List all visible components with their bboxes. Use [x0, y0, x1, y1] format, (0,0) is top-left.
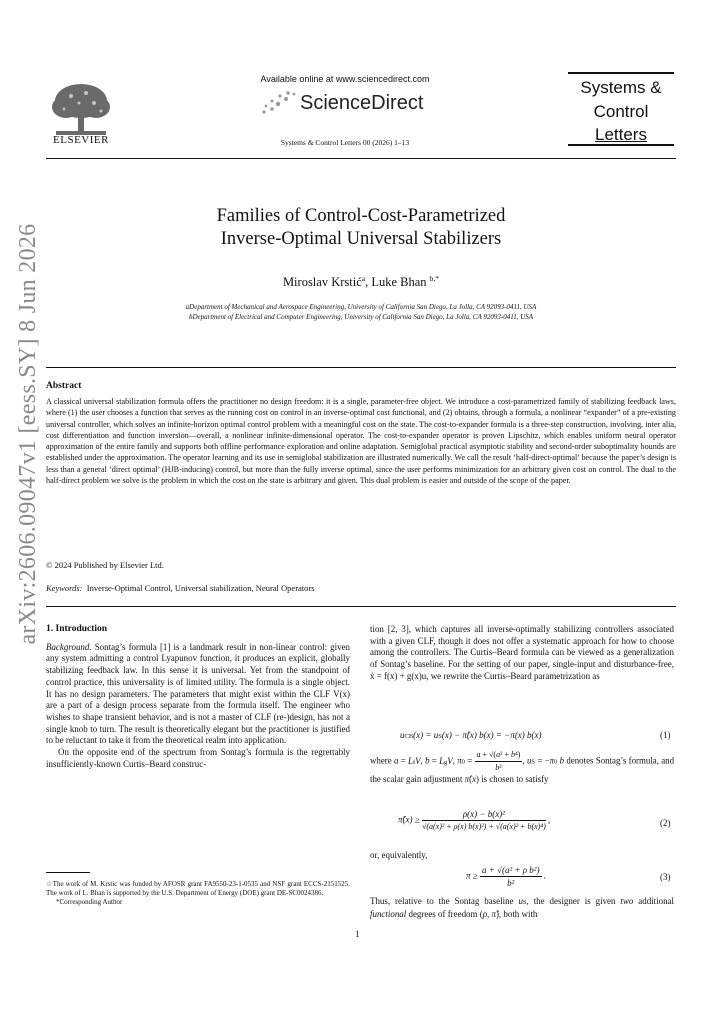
affiliations	[46, 303, 676, 322]
equation-2: π̂(x) ≥ $\frac{\text{ρ(x) − b(x)²}}{\text{√(a(x)² + ρ(x) b(x)²) + √(a(x)² + b(x)⁴)}}$ ,	[398, 809, 551, 831]
footnote-funding: ☆The work of M. Krstic was funded by AFOSR grant FA9550-23-1-0535 and NSF grant ECCS-2151525. The work of L. Bhan is supported by the U.S. Department of Energy (DOE) grant DE-SC0024386.	[46, 880, 350, 898]
author-bhan: Luke Bhan	[371, 275, 427, 290]
author-bhan-affil-mark: b,*	[429, 274, 440, 283]
available-online-text: Available online at www.sciencedirect.com	[260, 74, 430, 84]
keywords-list: Inverse-Optimal Control, Universal stabilization, Neural Operators	[86, 583, 315, 593]
journal-title-line3: Letters	[595, 125, 647, 144]
copyright-notice: © 2024 Published by Elsevier Ltd.	[46, 560, 164, 570]
right-column-para4: Thus, relative to the Sontag baseline uS, the designer is given two additional functional degrees of freedom (ρ, π̂), both with	[370, 896, 674, 919]
footnotes	[46, 880, 350, 908]
intro-paragraph-1: Sontag’s formula [1] is a landmark result in non-linear control: given any system admitting a control Lyapunov function, it produces an explicit, globally stabilizing feedback law. In this sense it is universal. Yet from the standpoint of control practice, this universality is of limited utility. The formula is a single object. It has no design parameters. The parameters that might exist within the CLF V(x) are a part of a design process separate from the formula itself. The engineer who wishes to shape transient behavior, and is not a master of CLF (re-)design, has not a single knob to turn. The result is theoretically elegant but the practitioner is justified to be reluctant to take it from the theoretical realm into application.	[46, 641, 350, 746]
right-column-para1: tion [2, 3], which captures all inverse-optimally stabilizing controllers associated with a given CLF, though it does not offer a systematic approach for how to choose among the controllers. The Curtis–Beard formula can be viewed as a generalization of Sontag’s baseline. For the setting of our paper, single-input and disturbance-free, ẋ = f(x) + g(x)u, we rewrite the Curtis–Beard parametrization as	[370, 624, 674, 681]
abstract-bottom-rule	[46, 606, 676, 607]
affiliation-b: bDepartment of Electrical and Computer Engineering, University of California San Diego, La Jolla, CA 92093-0411, USA	[188, 312, 534, 321]
abstract-heading: Abstract	[46, 381, 82, 391]
keywords-line	[46, 583, 315, 593]
paper-title-line2: Inverse-Optimal Universal Stabilizers	[220, 229, 502, 249]
journal-title-line1: Systems &	[580, 78, 662, 97]
arxiv-identifier-stamp: arXiv:2606.09047v1 [eess.SY] 8 Jun 2026	[15, 223, 41, 645]
equation-3-number: (3)	[660, 872, 671, 882]
page-number: 1	[355, 929, 360, 939]
keywords-label: Keywords:	[46, 583, 83, 593]
author-krstic: Miroslav Krstić	[282, 275, 362, 290]
footnote-corresponding: *Corresponding Author	[56, 898, 123, 907]
paper-title-line1: Families of Control-Cost-Parametrized	[216, 206, 506, 226]
header-rule	[46, 158, 676, 159]
sciencedirect-wordmark: ScienceDirect	[300, 92, 424, 114]
sciencedirect-dots-icon	[258, 90, 298, 116]
journal-title-line2: Control	[593, 101, 649, 121]
author-krstic-affil-mark: a	[361, 274, 366, 283]
intro-paragraph-2: On the opposite end of the spectrum from Sontag’s formula is the regrettably insufficiently-known Curtis–Beard construc-	[46, 747, 350, 769]
paper-title	[46, 205, 676, 251]
abstract-text: A classical universal stabilization formula offers the practitioner no design freedom: it is a single, parameter-free object. We introduce a cost-parametrized family of stabilizing feedback laws, where (1) the user chooses a function that serves as the running cost on control in an inverse-optimal cost functional, and (2) obtains, through a formula, a nonlinear “expander” of a pre-existing universal controller, which solves an infinite-horizon optimal control problem with a meaningful cost on the state. The cost-to-expander formula is a three-step construction, involving, inter alia, cost differentiation and function inversion—overall, a nonlinear infinite-dimensional operator. The cost-to-expander operator is proven Lipschitz, which enables uniform neural operator approximation of the entire family and supports both offline performance exploration and online adaptation. Semiglobal practical asymptotic stability and second-order suboptimality bounds are established under the approximation. The operator learning and its use in semiglobal stabilization are illustrated numerically. We call the result ‘half-direct-optimal’ because the paper’s design is less than a general ‘direct optimal’ (HJB-inducing) control, but more than the fully inverse optimal, since the user performs minimization for an arbitrary given cost on control. The dual to the half-direct problem we solve is the problem in which the cost on the state is arbitrary and given. This dual problem is easier and outside of the scope of the paper.	[46, 397, 676, 486]
affiliation-a: aDepartment of Mechanical and Aerospace Engineering, University of California San Diego, La Jolla, CA 92093-0411, USA	[185, 303, 537, 311]
journal-reference: Systems & Control Letters 00 (2026) 1–13	[280, 138, 410, 147]
equation-2-number: (2)	[660, 818, 671, 828]
right-column-para3: or, equivalently,	[370, 850, 428, 860]
left-column	[46, 624, 350, 770]
journal-title-box	[568, 72, 674, 146]
section-heading-introduction: 1. Introduction	[46, 624, 108, 634]
author-list: Miroslav Krstić$^a$, Luke Bhan $^{b,*}$	[282, 274, 440, 290]
publisher-name: ELSEVIER	[53, 134, 109, 146]
background-lead: Background.	[46, 641, 92, 652]
abstract-top-rule	[46, 367, 676, 368]
footnote-rule	[46, 872, 90, 873]
equation-1-number: (1)	[660, 730, 671, 740]
right-column-para2: where a = LfV, b = LgV, π0 = $\frac{\text{a + √(a² + b⁴)}}{\text{b²}}$ , uS = −π0 b denotes Sontag’s formula, and the scalar gain adjustment π̂(x) is chosen to satisfy	[370, 750, 675, 784]
equation-3: π ≥ $\frac{\text{a + √(a² + ρ b²)}}{\text{b²}}$ .	[466, 865, 546, 888]
equation-1: uCB(x) = uS(x) − π̂(x) b(x) = −π(x) b(x)	[400, 730, 542, 740]
